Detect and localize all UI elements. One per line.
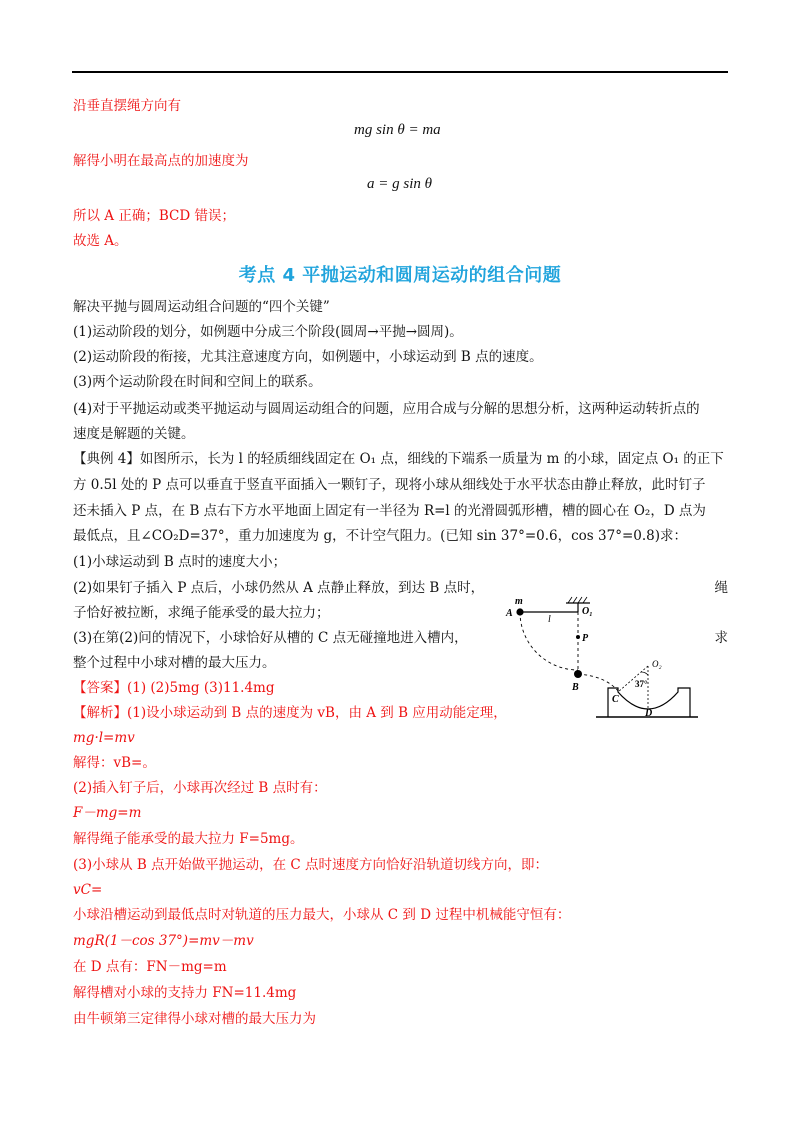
projectile-path	[578, 674, 619, 692]
label-b: B	[572, 682, 579, 693]
analysis-text: 解得绳子能承受的最大拉力 F=5mg。	[73, 831, 304, 847]
header-rule	[72, 71, 728, 73]
analysis-text: F－mg=m	[73, 805, 142, 821]
analysis-text: 由牛顿第三定律得小球对槽的最大压力为	[73, 1011, 316, 1027]
question-3: (3)在第(2)问的情况下，小球恰好从槽的 C 点无碰撞地进入槽内，	[73, 630, 468, 646]
formula-2: a = g sin θ	[367, 176, 432, 192]
analysis-text: 【解析】(1)设小球运动到 B 点的速度为 vB，由 A 到 B 应用动能定理，	[73, 705, 507, 721]
question-2: (2)如果钉子插入 P 点后，小球仍然从 A 点静止释放，到达 B 点时，	[73, 580, 485, 596]
analysis-text: vC=	[73, 882, 103, 898]
question-3-tail: 求	[714, 630, 728, 646]
question-3: 整个过程中小球对槽的最大压力。	[73, 655, 276, 671]
analysis-text: (3)小球从 B 点开始做平抛运动，在 C 点时速度方向恰好沿轨道切线方向，即：	[73, 857, 549, 873]
solution-text: 解得小明在最高点的加速度为	[73, 153, 249, 169]
analysis-text: 解得：vB=。	[73, 755, 156, 771]
label-l: l	[548, 614, 551, 625]
analysis-text: 解得槽对小球的支持力 FN=11.4mg	[73, 985, 297, 1001]
label-a: A	[506, 608, 513, 619]
label-c: C	[612, 694, 619, 705]
label-d: D	[645, 708, 653, 719]
solution-text: 所以 A 正确；BCD 错误；	[73, 208, 235, 224]
label-angle: 37°	[635, 679, 648, 689]
intro-point: (1)运动阶段的划分，如例题中分成三个阶段(圆周→平抛→圆周)。	[73, 324, 463, 340]
label-p: P	[582, 633, 589, 644]
solution-text: 沿垂直摆绳方向有	[73, 98, 181, 114]
physics-diagram	[498, 594, 708, 724]
section-heading: 考点 4 平抛运动和圆周运动的组合问题	[238, 265, 562, 286]
question-2-tail: 绳	[714, 580, 728, 596]
intro-point: (2)运动阶段的衔接，尤其注意速度方向，如例题中，小球运动到 B 点的速度。	[73, 349, 543, 365]
label-o2: O₂	[652, 659, 662, 669]
question-1: (1)小球运动到 B 点时的速度大小；	[73, 554, 287, 570]
intro-point: (4)对于平抛运动或类平抛运动与圆周运动组合的问题，应用合成与分解的思想分析，这两种运动转折点的	[73, 401, 700, 417]
answer-text: 【答案】(1) (2)5mg (3)11.4mg	[73, 680, 275, 696]
question-2: 子恰好被拉断，求绳子能承受的最大拉力；	[73, 605, 330, 621]
formula-1: mg sin θ = ma	[354, 122, 441, 138]
analysis-text: 在 D 点有：FN－mg=m	[73, 959, 227, 975]
analysis-text: mgR(1－cos 37°)=mv－mv	[73, 933, 254, 949]
example-text: 方 0.5l 处的 P 点可以垂直于竖直平面插入一颗钉子，现将小球从细线处于水平状态由静止释放，此时钉子	[73, 477, 706, 493]
analysis-text: mg·l=mv	[73, 730, 135, 746]
intro-title: 解决平抛与圆周运动组合问题的“四个关键”	[73, 299, 330, 315]
analysis-text: (2)插入钉子后，小球再次经过 B 点时有：	[73, 780, 327, 796]
label-m: m	[515, 596, 523, 607]
nail-point-p	[576, 635, 580, 639]
ceiling-hatch	[568, 597, 587, 603]
angle-mark	[641, 672, 648, 675]
label-o1: O₁	[582, 606, 593, 617]
example-text: 还未插入 P 点，在 B 点右下方水平地面上固定有一半径为 R=l 的光滑圆弧形槽，槽的圆心在 O₂，D 点为	[73, 503, 706, 519]
example-text: 最低点，且∠CO₂D=37°，重力加速度为 g，不计空气阻力。(已知 sin 37°=0.6，cos 37°=0.8)求：	[73, 528, 687, 544]
example-text: 【典例 4】如图所示，长为 l 的轻质细线固定在 O₁ 点，细线的下端系一质量为 m 的小球，固定点 O₁ 的正下	[73, 451, 724, 467]
analysis-text: 小球沿槽运动到最低点时对轨道的压力最大，小球从 C 到 D 过程中机械能守恒有：	[73, 907, 571, 923]
intro-point: (3)两个运动阶段在时间和空间上的联系。	[73, 374, 322, 390]
solution-text: 故选 A。	[73, 233, 128, 249]
intro-point: 速度是解题的关键。	[73, 426, 195, 442]
